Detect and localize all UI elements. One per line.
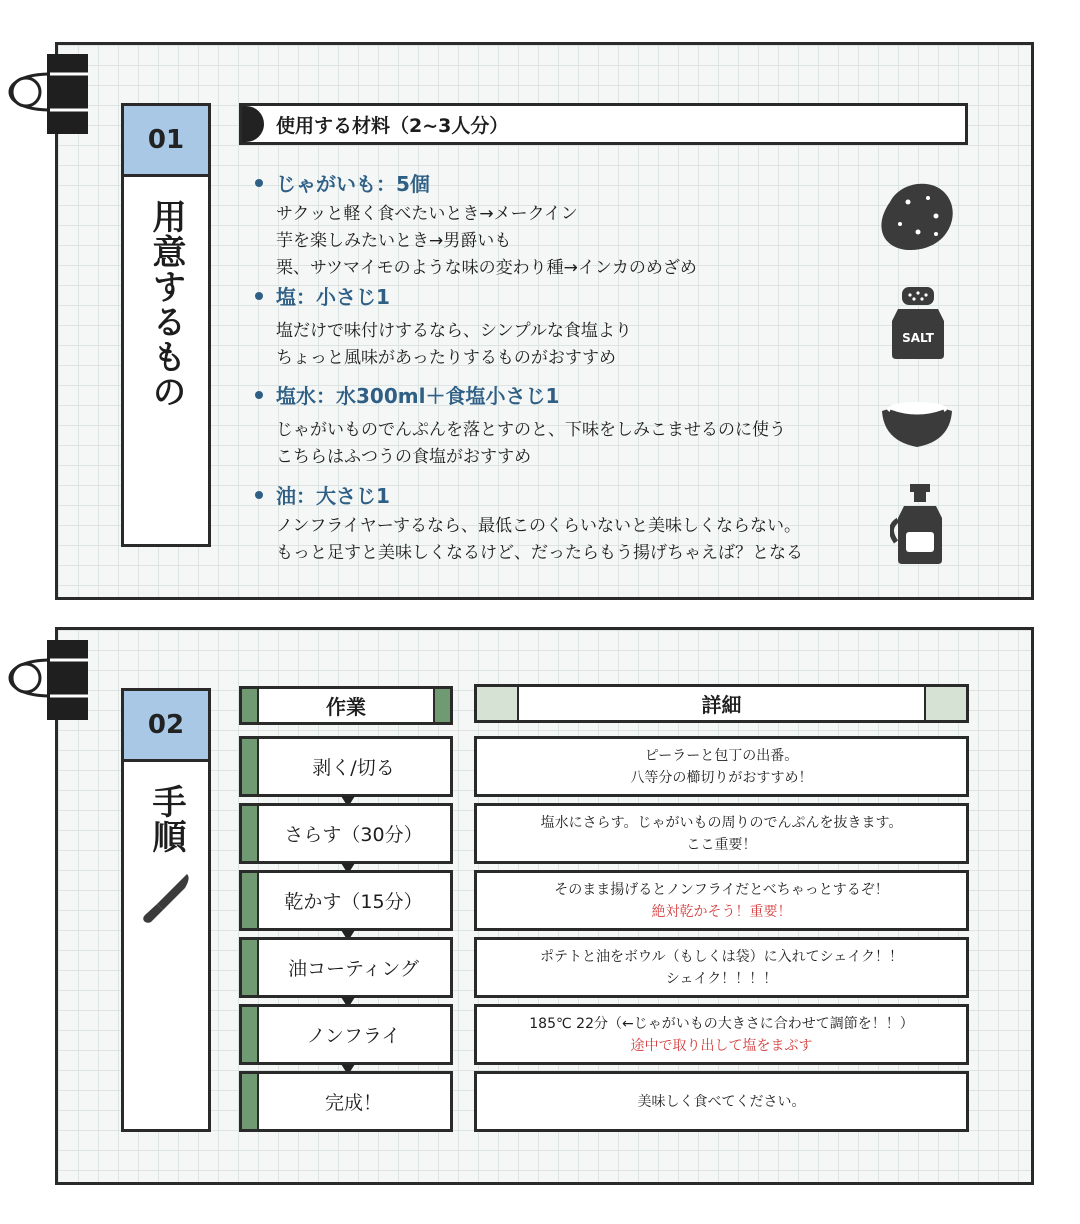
section-number: 01 (124, 106, 208, 177)
material-item-salt (255, 281, 632, 372)
step-detail-line: ポテトと油をボウル（もしくは袋）に入れてシェイク！！ (539, 948, 904, 965)
step-detail-warning: 絶対乾かそう！重要！ (651, 903, 792, 920)
material-desc-line: ノンフライヤーするなら、最低このくらいないと美味しくならない。 (276, 516, 801, 536)
binder-clip-icon (4, 48, 90, 138)
material-item-oil (255, 480, 803, 567)
section-label-02 (121, 688, 211, 1132)
material-title: 油：大さじ1 (276, 484, 390, 508)
step-detail-line: ここ重要！ (686, 836, 757, 853)
step-task-label: ノンフライ (306, 1025, 401, 1047)
step-detail (474, 1071, 969, 1132)
material-desc-line: こちらはふつうの食塩がおすすめ (276, 447, 532, 467)
step-task (239, 937, 453, 998)
knife-icon (141, 872, 191, 924)
detail-header-label: 詳細 (701, 693, 742, 717)
step-detail-line: ピーラーと包丁の出番。 (644, 747, 799, 764)
step-detail-line: 塩水にさらす。じゃがいもの周りのでんぷんを抜きます。 (540, 814, 903, 831)
step-task (239, 736, 453, 797)
material-item-salt-water (255, 380, 786, 471)
section-title: 手順 (146, 784, 186, 854)
step-detail-line: シェイク！！！！ (665, 970, 778, 987)
material-title: じゃがいも：5個 (276, 172, 430, 196)
material-title: 塩水：水300ml＋食塩小さじ1 (276, 384, 560, 408)
oil-bottle-icon (890, 484, 950, 564)
material-desc-line: ちょっと風味があったりするものがおすすめ (276, 348, 616, 368)
step-detail-line: 185℃ 22分（←じゃがいもの大きさに合わせて調節を！！） (529, 1015, 914, 1032)
step-detail-warning: 途中で取り出して塩をまぶす (630, 1037, 813, 1054)
bullet-icon (255, 179, 263, 187)
step-task (239, 1004, 453, 1065)
step-detail-line: そのまま揚げるとノンフライだとべちゃっとするぞ！ (554, 881, 889, 898)
material-desc-line: もっと足すと美味しくなるけど、だったらもう揚げちゃえば？となる (276, 543, 803, 563)
task-header-label: 作業 (326, 695, 366, 719)
step-detail (474, 736, 969, 797)
step-task-label: さらす（30分） (284, 824, 423, 846)
material-desc-line: じゃがいものでんぷんを落とすのと、下味をしみこませるのに使う (276, 420, 786, 440)
material-title: 塩：小さじ1 (276, 285, 390, 309)
step-task-label: 乾かす（15分） (284, 891, 423, 913)
material-desc-line: 塩だけで味付けするなら、シンプルな食塩より (276, 321, 632, 341)
potato-icon (878, 180, 956, 254)
bullet-icon (255, 491, 263, 499)
section-number: 02 (124, 691, 208, 762)
step-task (239, 870, 453, 931)
step-task-label: 油コーティング (287, 958, 420, 980)
materials-heading (239, 103, 968, 145)
step-task-label: 完成！ (324, 1092, 382, 1114)
step-task (239, 803, 453, 864)
heading-tab (242, 106, 264, 142)
step-detail (474, 803, 969, 864)
material-item-potato (255, 168, 697, 282)
material-desc-line: 芋を楽しみたいとき→男爵いも (276, 231, 512, 251)
step-detail (474, 870, 969, 931)
salt-label: SALT (902, 331, 934, 345)
material-desc-line: 栗、サツマイモのような味の変わり種→インカのめざめ (276, 258, 697, 278)
section-title: 用意するもの (146, 199, 186, 409)
step-task (239, 1071, 453, 1132)
step-detail (474, 937, 969, 998)
bullet-icon (255, 391, 263, 399)
binder-clip-icon (4, 634, 90, 724)
bowl-icon (880, 397, 954, 449)
salt-shaker-icon (890, 287, 946, 359)
step-detail-line: 美味しく食べてください。 (637, 1093, 806, 1110)
task-column-header (239, 686, 453, 725)
section-label-01 (121, 103, 211, 547)
bullet-icon (255, 292, 263, 300)
materials-heading-text: 使用する材料（2~3人分） (276, 114, 509, 137)
step-detail-line: 八等分の櫛切りがおすすめ！ (630, 769, 813, 786)
step-detail (474, 1004, 969, 1065)
detail-column-header (474, 684, 969, 723)
material-desc-line: サクッと軽く食べたいとき→メークイン (276, 204, 578, 224)
step-task-label: 剥く/切る (312, 757, 395, 779)
